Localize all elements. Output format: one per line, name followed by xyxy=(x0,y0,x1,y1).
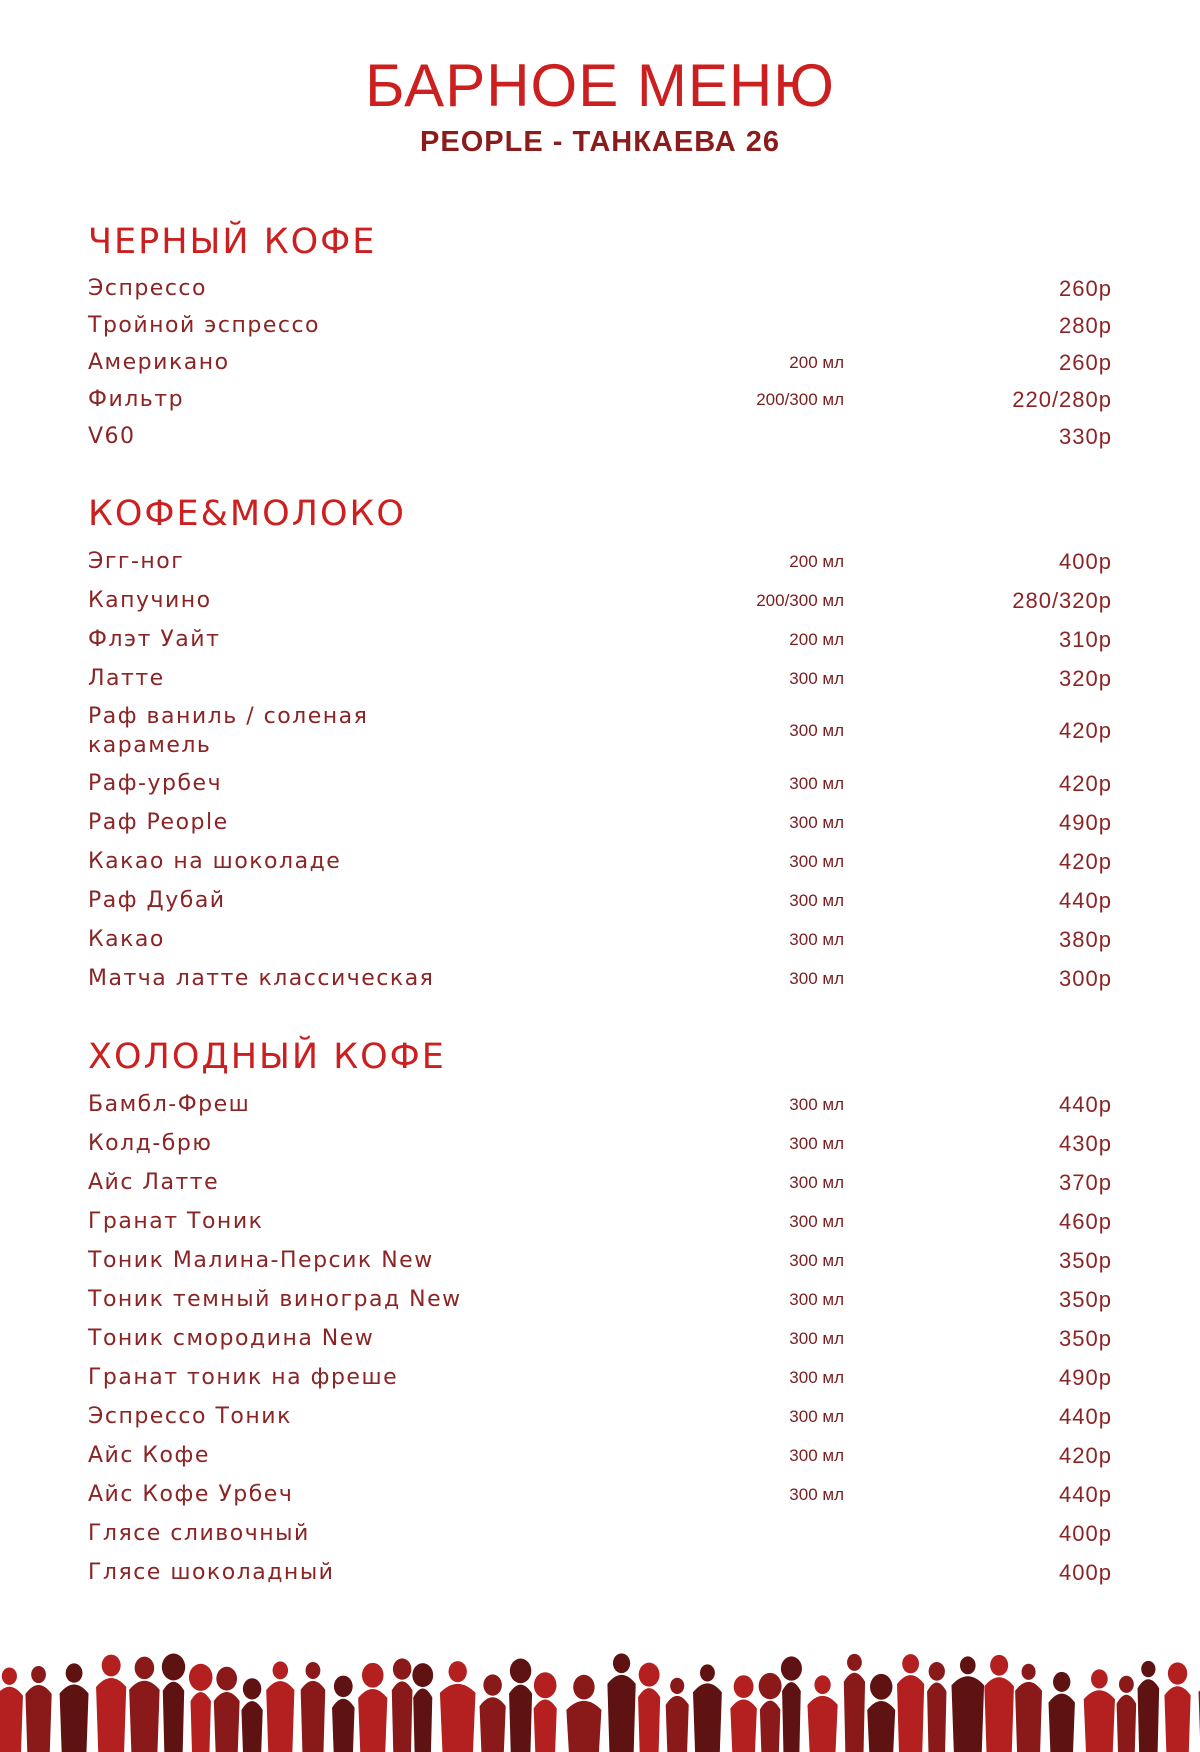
item-price: 490р xyxy=(1059,809,1112,835)
item-volume: 300 мл xyxy=(789,1250,844,1270)
item-name: Раф-урбеч xyxy=(88,771,223,796)
item-volume: 300 мл xyxy=(789,773,844,793)
item-name: Раф ваниль / соленая карамель xyxy=(88,704,369,758)
item-price: 440р xyxy=(1059,887,1112,913)
item-volume: 200 мл xyxy=(789,551,844,571)
menu-item xyxy=(88,542,1112,581)
menu-item xyxy=(88,1475,1112,1514)
item-name: Американо xyxy=(88,350,230,375)
menu-item xyxy=(88,1163,1112,1202)
person-silhouette xyxy=(666,1678,689,1752)
person-silhouette xyxy=(730,1675,757,1752)
person-silhouette xyxy=(162,1654,185,1752)
item-volume: 300 мл xyxy=(789,1211,844,1231)
item-name: Тоник Малина-Персик New xyxy=(88,1248,434,1273)
menu-item xyxy=(88,659,1112,698)
item-price: 280/320р xyxy=(1012,587,1112,613)
menu-item xyxy=(88,1397,1112,1436)
person-silhouette xyxy=(566,1675,601,1752)
item-price: 350р xyxy=(1059,1286,1112,1312)
person-silhouette xyxy=(1015,1664,1042,1752)
crowd-silhouette-illustration xyxy=(0,1648,1200,1752)
person-silhouette xyxy=(332,1676,355,1752)
person-silhouette xyxy=(1138,1661,1160,1752)
menu-item xyxy=(88,803,1112,842)
item-price: 440р xyxy=(1059,1481,1112,1507)
person-silhouette xyxy=(807,1675,837,1752)
person-silhouette xyxy=(214,1667,240,1752)
item-price: 260р xyxy=(1059,349,1112,375)
menu-item xyxy=(88,344,1112,381)
item-volume: 300 мл xyxy=(789,929,844,949)
item-volume: 300 мл xyxy=(789,1172,844,1192)
menu-item xyxy=(88,1202,1112,1241)
item-name: Айс Кофе Урбеч xyxy=(88,1482,294,1507)
person-silhouette xyxy=(927,1662,946,1752)
item-name: Фильтр xyxy=(88,387,185,412)
section-title: КОФЕ&МОЛОКО xyxy=(88,494,406,534)
item-name: Эспрессо Тоник xyxy=(88,1404,292,1429)
section-title: ЧЕРНЫЙ КОФЕ xyxy=(88,222,377,262)
menu-item xyxy=(88,1124,1112,1163)
item-volume: 200/300 мл xyxy=(756,590,844,610)
person-silhouette xyxy=(60,1663,89,1752)
menu-item xyxy=(88,698,1112,764)
menu-item xyxy=(88,1436,1112,1475)
person-silhouette xyxy=(638,1663,660,1752)
item-volume: 300 мл xyxy=(789,1133,844,1153)
item-volume: 300 мл xyxy=(789,1406,844,1426)
item-volume: 300 мл xyxy=(789,890,844,910)
item-price: 220/280р xyxy=(1012,386,1112,412)
item-price: 300р xyxy=(1059,965,1112,991)
menu-item xyxy=(88,1280,1112,1319)
item-volume: 200 мл xyxy=(789,352,844,372)
item-volume: 300 мл xyxy=(789,1367,844,1387)
item-price: 400р xyxy=(1059,1520,1112,1546)
item-price: 330р xyxy=(1059,423,1112,449)
menu-item xyxy=(88,764,1112,803)
item-name: Гранат Тоник xyxy=(88,1209,264,1234)
item-volume: 300 мл xyxy=(789,1289,844,1309)
item-price: 260р xyxy=(1059,275,1112,301)
menu-item xyxy=(88,1085,1112,1124)
person-silhouette xyxy=(241,1678,262,1752)
menu-item xyxy=(88,1241,1112,1280)
item-name: Какао на шоколаде xyxy=(88,849,342,874)
item-name: Тройной эспрессо xyxy=(88,313,321,338)
item-volume: 300 мл xyxy=(789,1094,844,1114)
menu-item xyxy=(88,418,1112,455)
menu-item xyxy=(88,1553,1112,1592)
menu-item xyxy=(88,959,1112,998)
person-silhouette xyxy=(509,1659,532,1752)
item-price: 380р xyxy=(1059,926,1112,952)
person-silhouette xyxy=(607,1653,635,1752)
item-price: 400р xyxy=(1059,548,1112,574)
person-silhouette xyxy=(759,1673,782,1752)
item-price: 420р xyxy=(1059,848,1112,874)
menu-header xyxy=(0,48,1200,159)
item-volume: 200 мл xyxy=(789,629,844,649)
person-silhouette xyxy=(781,1656,802,1752)
item-price: 280р xyxy=(1059,312,1112,338)
item-volume: 300 мл xyxy=(789,721,844,740)
item-name: V60 xyxy=(88,424,136,449)
menu-item xyxy=(88,381,1112,418)
section-title: ХОЛОДНЫЙ КОФЕ xyxy=(88,1037,446,1077)
item-name: Какао xyxy=(88,927,165,952)
section-coffee-milk xyxy=(88,494,1112,998)
person-silhouette xyxy=(1084,1669,1115,1752)
person-silhouette xyxy=(844,1654,865,1752)
menu-item xyxy=(88,1358,1112,1397)
item-price: 460р xyxy=(1059,1208,1112,1234)
item-price: 420р xyxy=(1059,770,1112,796)
item-price: 420р xyxy=(1059,1442,1112,1468)
person-silhouette xyxy=(951,1656,984,1752)
item-name: Тоник темный виноград New xyxy=(88,1287,462,1312)
person-silhouette xyxy=(897,1654,924,1752)
person-silhouette xyxy=(984,1655,1014,1752)
person-silhouette xyxy=(1164,1662,1190,1752)
item-name: Тоник смородина New xyxy=(88,1326,375,1351)
item-name: Флэт Уайт xyxy=(88,627,221,652)
item-volume: 300 мл xyxy=(789,1328,844,1348)
menu-subtitle: PEOPLE - ТАНКАЕВА 26 xyxy=(420,126,780,158)
item-name: Айс Кофе xyxy=(88,1443,210,1468)
person-silhouette xyxy=(693,1664,722,1752)
item-price: 370р xyxy=(1059,1169,1112,1195)
menu-item xyxy=(88,581,1112,620)
person-silhouette xyxy=(480,1674,506,1752)
item-price: 430р xyxy=(1059,1130,1112,1156)
person-silhouette xyxy=(0,1667,23,1752)
item-name: Гранат тоник на фреше xyxy=(88,1365,399,1390)
item-name: Капучино xyxy=(88,588,212,613)
menu-item xyxy=(88,881,1112,920)
item-volume: 300 мл xyxy=(789,812,844,832)
person-silhouette xyxy=(266,1661,294,1752)
item-name: Эспрессо xyxy=(88,276,207,301)
item-volume: 300 мл xyxy=(789,851,844,871)
person-silhouette xyxy=(440,1661,476,1752)
item-price: 440р xyxy=(1059,1091,1112,1117)
item-name: Раф People xyxy=(88,810,229,835)
menu-item xyxy=(88,1319,1112,1358)
menu-item xyxy=(88,307,1112,344)
item-name: Айс Латте xyxy=(88,1170,220,1195)
item-name: Раф Дубай xyxy=(88,888,226,913)
section-black-coffee xyxy=(88,222,1112,455)
item-volume: 300 мл xyxy=(789,968,844,988)
item-price: 490р xyxy=(1059,1364,1112,1390)
menu-item xyxy=(88,1514,1112,1553)
item-price: 350р xyxy=(1059,1247,1112,1273)
section-cold-coffee xyxy=(88,1037,1112,1592)
item-name: Бамбл-Фреш xyxy=(88,1092,251,1117)
menu-item xyxy=(88,842,1112,881)
person-silhouette xyxy=(534,1672,557,1752)
item-name: Колд-брю xyxy=(88,1131,213,1156)
menu-item xyxy=(88,620,1112,659)
item-name: Латте xyxy=(88,666,165,691)
item-price: 350р xyxy=(1059,1325,1112,1351)
item-volume: 200/300 мл xyxy=(756,389,844,409)
menu-item xyxy=(88,270,1112,307)
item-volume: 300 мл xyxy=(789,1445,844,1465)
person-silhouette xyxy=(358,1663,387,1752)
menu-title: БАРНОЕ МЕНЮ xyxy=(365,52,835,119)
person-silhouette xyxy=(129,1657,159,1752)
item-name: Глясе шоколадный xyxy=(88,1560,335,1585)
item-price: 320р xyxy=(1059,665,1112,691)
item-name: Глясе сливочный xyxy=(88,1521,310,1546)
item-price: 400р xyxy=(1059,1559,1112,1585)
person-silhouette xyxy=(412,1663,433,1752)
person-silhouette xyxy=(25,1666,51,1752)
person-silhouette xyxy=(189,1664,213,1752)
item-price: 420р xyxy=(1059,718,1112,743)
person-silhouette xyxy=(1117,1676,1137,1752)
person-silhouette xyxy=(392,1658,413,1752)
person-silhouette xyxy=(96,1655,126,1752)
item-volume: 300 мл xyxy=(789,668,844,688)
item-name: Матча латте классическая xyxy=(88,966,435,991)
item-name: Эгг-ног xyxy=(88,549,185,574)
item-price: 310р xyxy=(1059,626,1112,652)
item-price: 440р xyxy=(1059,1403,1112,1429)
person-silhouette xyxy=(1049,1672,1075,1752)
item-volume: 300 мл xyxy=(789,1484,844,1504)
person-silhouette xyxy=(301,1662,326,1752)
menu-item xyxy=(88,920,1112,959)
person-silhouette xyxy=(867,1674,895,1752)
